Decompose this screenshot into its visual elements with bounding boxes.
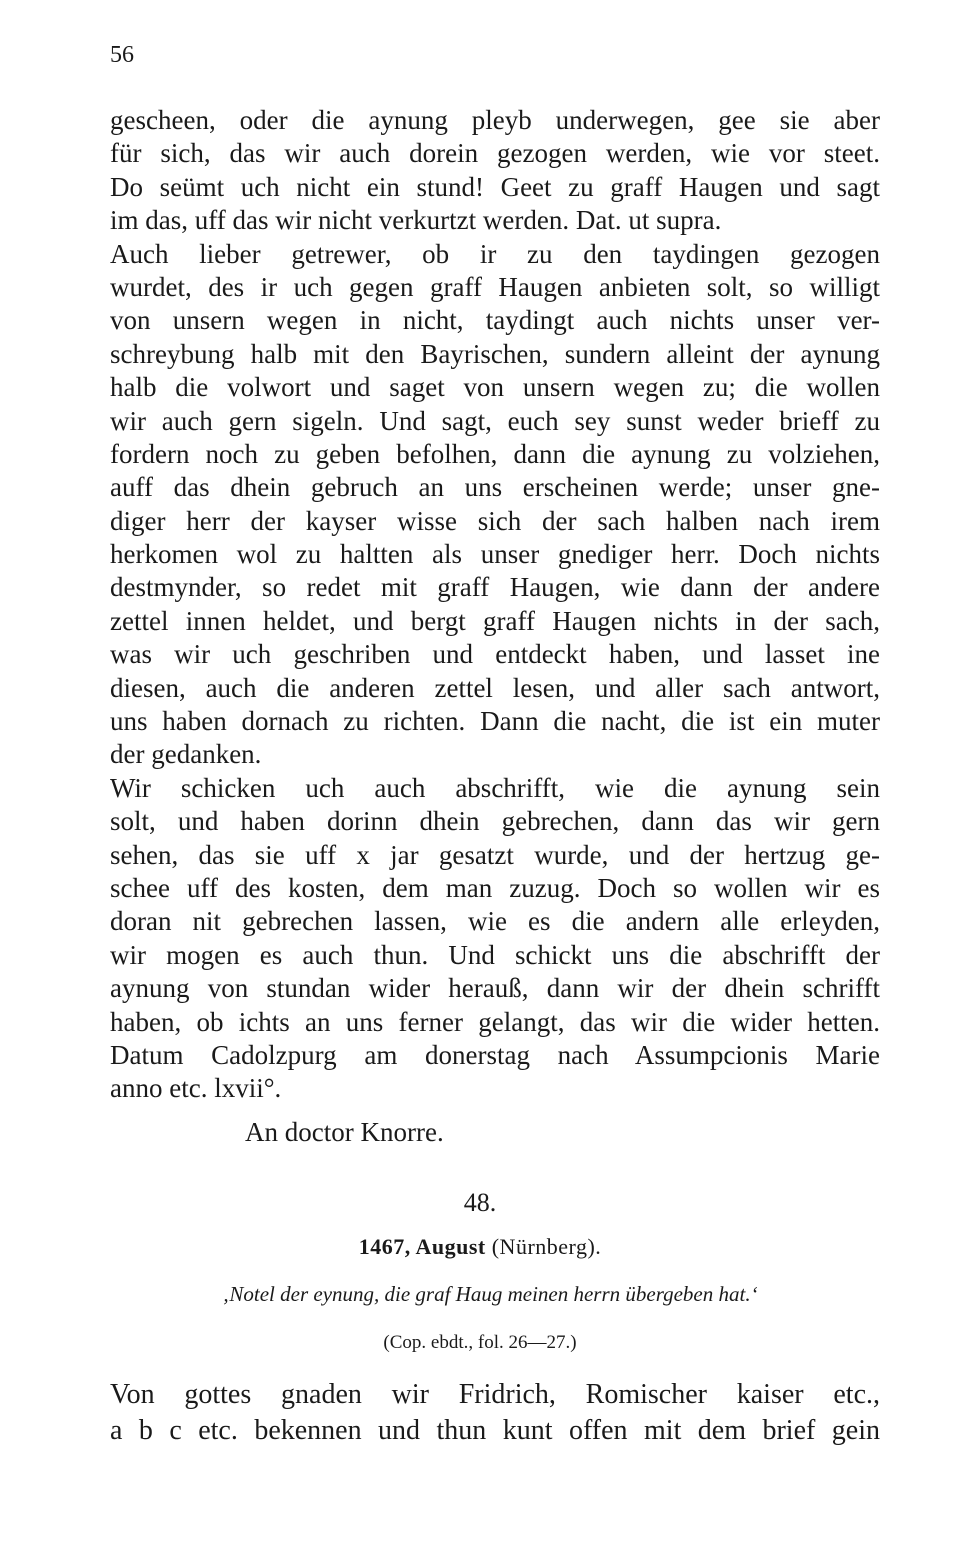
text-line: wir mogen es auch thun. Und schickt uns die abschrifft der [110,939,880,970]
text-line: von unsern wegen in nicht, taydingt auch nichts unser ver- [110,305,880,336]
text-line: der gedanken. [110,739,262,770]
text-line: diger herr der kayser wisse sich der sach halben nach irem [110,505,880,536]
document-number: 48. [463,1188,497,1217]
letter-signature: An doctor Knorre. [245,1117,444,1147]
document-date-year-month: 1467, August [358,1234,486,1259]
text-line: aynung von stundan wider herauß, dann wir der dhein schrifft [110,973,880,1004]
text-line: gescheen, oder die aynung pleyb underwegen, gee sie aber [110,105,880,135]
body-text [110,104,880,1106]
text-line: sehen, das sie uff x jar gesatzt wurde, und der hertzug ge- [110,839,880,870]
document-source: (Cop. ebdt., fol. 26—27.) [383,1332,577,1353]
text-line: für sich, das wir auch dorein gezogen werden, wie vor steet. [110,138,880,169]
text-line: a b c etc. bekennen und thun kunt offen mit dem brief gein [110,1415,880,1446]
text-line: herkomen wol zu haltten als unser gnediger herr. Doch nichts [110,539,880,570]
text-line: solt, und haben dorinn dhein gebrechen, dann das wir gern [110,806,880,837]
text-line: anno etc. lxvii°. [110,1073,282,1104]
text-line: schreybung halb mit den Bayrischen, sundern alleint der aynung [110,338,880,369]
text-line: Von gottes gnaden wir Fridrich, Romischer kaiser etc., [110,1379,880,1410]
text-line: Datum Cadolzpurg am donerstag nach Assumpcionis Marie [110,1039,880,1070]
text-line: destmynder, so redet mit graff Haugen, wie dann der andere [110,572,880,603]
text-line: Do seümt uch nicht ein stund! Geet zu graff Haugen und sagt [110,171,880,202]
document-text [110,1377,880,1449]
text-line: diesen, auch die anderen zettel lesen, und aller sach antwort, [110,672,880,703]
text-line: fordern noch zu geben befolhen, dann die aynung zu volziehen, [110,438,880,469]
text-line: schee uff des kosten, dem man zuzug. Doch so wollen wir es [110,872,880,903]
document-date [0,1234,960,1260]
text-line: zettel innen heldet, und bergt graff Haugen nichts in der sach, [110,605,880,636]
text-line: Auch lieber getrewer, ob ir zu den taydingen gezogen [110,238,880,269]
text-line: Wir schicken uch auch abschrifft, wie die aynung sein [110,772,880,803]
text-line: uns haben dornach zu richten. Dann die nacht, die ist ein muter [110,706,880,737]
document-title: ‚Notel der eynung, die graf Haug meinen herrn übergeben hat.‘ [222,1282,758,1306]
page-number: 56 [110,42,134,68]
text-line: doran nit gebrechen lassen, wie es die andern alle erleyden, [110,906,880,937]
text-line: im das, uff das wir nicht verkurtzt werden. Dat. ut supra. [110,205,722,236]
text-line: was wir uch geschriben und entdeckt haben, und lasset ine [110,639,880,670]
text-line: wurdet, des ir uch gegen graff Haugen anbieten solt, so willigt [110,271,880,302]
document-date-place: (Nürnberg). [491,1234,602,1259]
text-line: auff das dhein gebruch an uns erscheinen werde; unser gne- [110,472,880,503]
text-line: haben, ob ichts an uns ferner gelangt, das wir die wider hetten. [110,1006,880,1037]
text-line: wir auch gern sigeln. Und sagt, euch sey sunst weder brieff zu [110,405,880,436]
text-line: halb die volwort und saget von unsern wegen zu; die wollen [110,372,880,403]
